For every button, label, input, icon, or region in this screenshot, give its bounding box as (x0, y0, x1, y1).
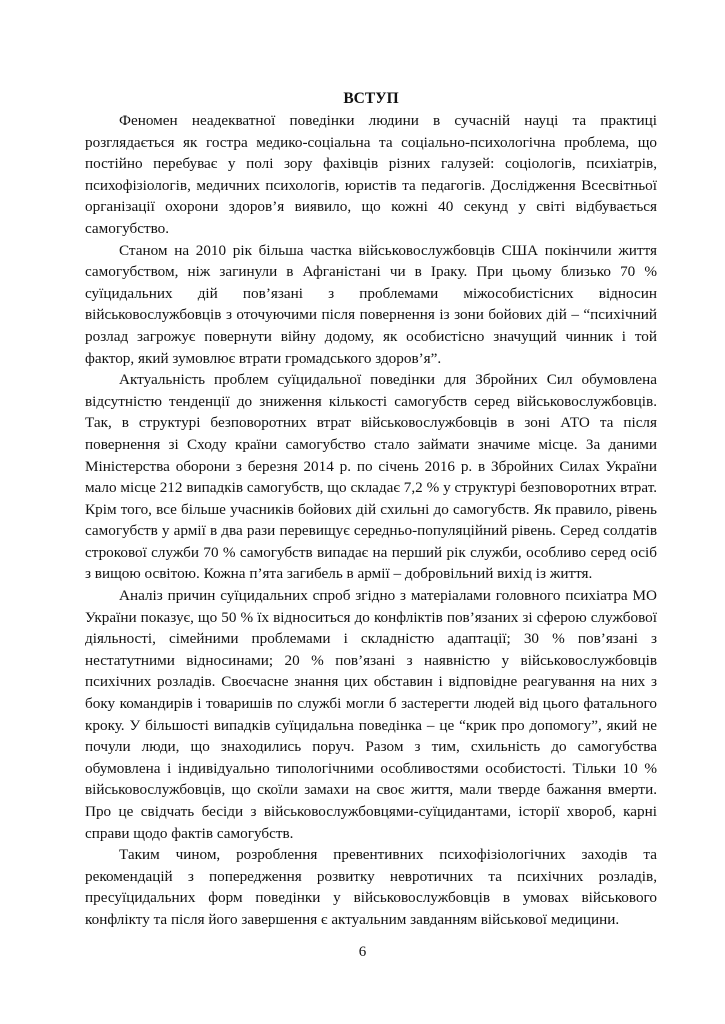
paragraph-analysis: Аналіз причин суїцидальних спроб згідно з матеріалами головного психіатра МО України показує, що 50 % їх відноситься до конфліктів пов’язаних зі сферою службової діяльності, сімейними проблемами і складністю адаптації; 30 % пов’язані з нестатутними відносинами; 20 % пов’язані з наявністю у військовослужбовців психічних розладів. Своєчасне знання цих обставин і відповідне реагування на них з боку командирів і товаришів по службі могли б застерегти людей від цього фатального кроку. У більшості випадків суїцидальна поведінка – це “крик про допомогу”, який не почули люди, що знаходились поруч. Разом з тим, схильність до самогубства обумовлена і індивідуально типологічними особливостями особистості. Тільки 10 % військовослужбовців, що скоїли замахи на своє життя, мали тверде бажання вмерти. Про це свідчать бесіди з військовослужбовцями-суїцидантами, історії хвороб, карні справи щодо фактів самогубств. (85, 587, 657, 842)
paragraph-conclusion: Таким чином, розроблення превентивних психофізіологічних заходів та рекомендацій з попередження розвитку невротичних та психічних розладів, пресуїцидальних форм поведінки у військовослужбовців в умовах військового конфлікту та після його завершення є актуальним завданням військової медицини. (85, 846, 657, 928)
paragraph-relevance: Актуальність проблем суїцидальної поведінки для Збройних Сил обумовлена відсутністю тенденції до зниження кількості самогубств серед військовослужбовців. Так, в структурі безповоротних втрат військовослужбовців в зоні АТО та після повернення зі Сходу країни самогубство стало займати значиме місце. За даними Міністерства оборони з березня 2014 р. по січень 2016 р. в Збройних Силах України мало місце 212 випадків самогубств, що складає 7,2 % у структурі безповоротних втрат. Крім того, все більше учасників бойових дій схильні до самогубств. Як правило, рівень самогубств у армії в два рази перевищує середньо-популяційний рівень. Серед солдатів строкової служби 70 % самогубств випадає на перший рік служби, особливо серед осіб з вищою освітою. Кожна п’ята загибель в армії – добровільний вихід із життя. (85, 371, 657, 583)
section-title: ВСТУП (343, 90, 399, 107)
paragraph-us-statistics: Станом на 2010 рік більша частка військовослужбовців США покінчили життя самогубством, ніж загинули в Афганістані чи в Іраку. При цьому близько 70 % суїцидальних дій пов’язані з проблемами міжособистісних відносин військовослужбовців з оточуючими після повернення із зони бойових дій – “психічний розлад загрожує повернути війну додому, як особистісно значущий чинник і той фактор, який зумовлює втрати громадського здоров’я”. (85, 241, 657, 367)
page-number: 6 (358, 944, 367, 960)
document-page (85, 89, 657, 931)
paragraph-intro: Феномен неадекватної поведінки людини в сучасній науці та практиці розглядається як гостра медико-соціальна та соціально-психологічна проблема, що постійно перебуває у полі зору фахівців різних галузей: соціологів, психіатрів, психофізіологів, медичних психологів, юристів та педагогів. Дослідження Всесвітньої організації охорони здоров’я виявило, що кожні 40 секунд у світі відбувається самогубство. (85, 112, 657, 237)
